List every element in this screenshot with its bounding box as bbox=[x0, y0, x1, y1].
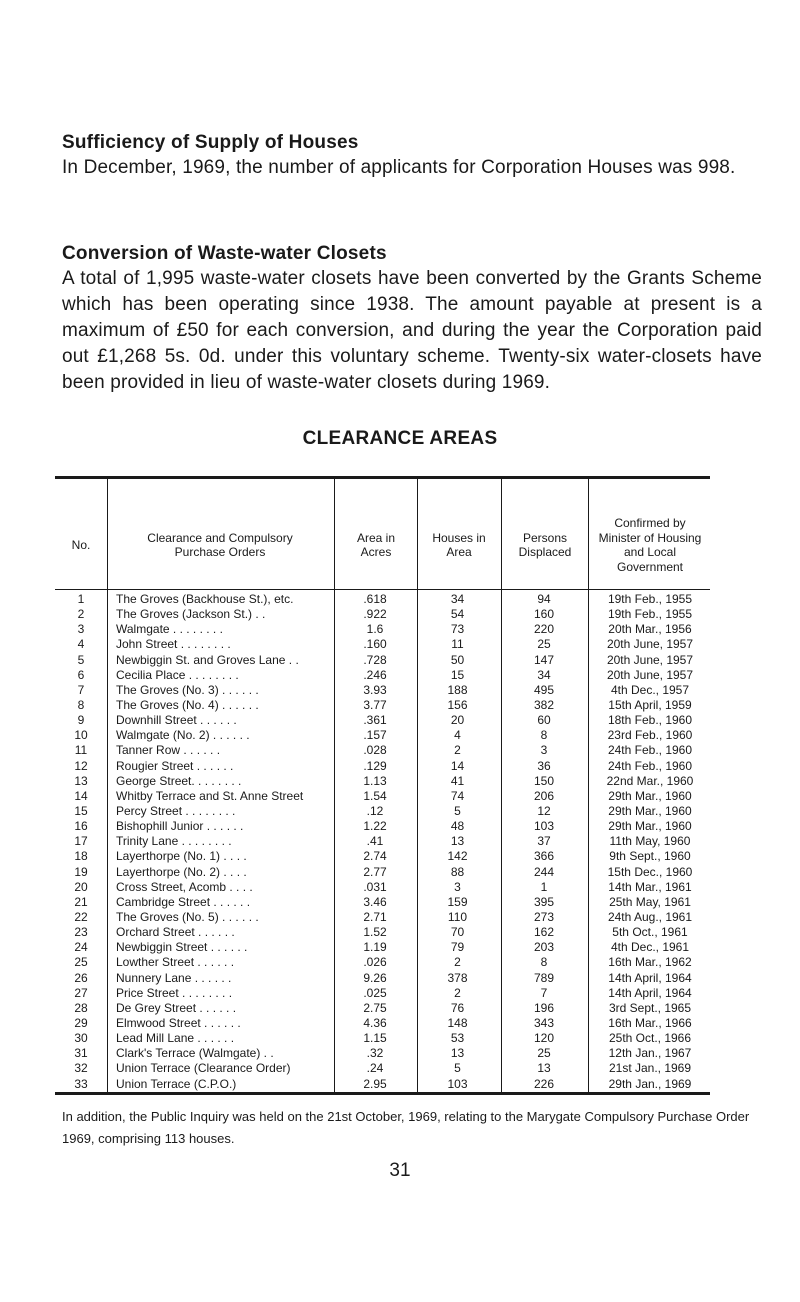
row-number: 15 bbox=[74, 803, 88, 818]
row-order-name: Lead Mill Lane . . . . . . bbox=[116, 1031, 235, 1046]
row-persons: 36 bbox=[537, 758, 551, 773]
row-houses: 48 bbox=[450, 819, 465, 834]
table-row bbox=[55, 683, 710, 698]
header-confirmed bbox=[596, 500, 704, 590]
row-persons: 395 bbox=[533, 894, 555, 909]
row-confirmed-date: 16th Mar., 1962 bbox=[608, 955, 692, 970]
row-houses: 53 bbox=[450, 1031, 465, 1046]
header-no-label: No. bbox=[71, 537, 91, 552]
row-houses: 14 bbox=[450, 758, 465, 773]
row-order-name: Lowther Street . . . . . . bbox=[116, 955, 235, 970]
row-area: .246 bbox=[363, 667, 387, 682]
table-row bbox=[55, 653, 710, 668]
row-order-name: John Street . . . . . . . . bbox=[116, 637, 231, 652]
row-area: 1.15 bbox=[363, 1031, 387, 1046]
table-row bbox=[55, 774, 710, 789]
table-row bbox=[55, 698, 710, 713]
table-row bbox=[55, 743, 710, 758]
row-houses: 73 bbox=[450, 622, 465, 637]
row-order-name: Tanner Row . . . . . . bbox=[116, 743, 221, 758]
row-area: 3.93 bbox=[363, 682, 387, 697]
table-row bbox=[55, 819, 710, 834]
table-title: CLEARANCE AREAS bbox=[302, 428, 498, 449]
row-confirmed-date: 21st Jan., 1969 bbox=[608, 1061, 692, 1076]
row-number: 7 bbox=[77, 682, 85, 697]
row-order-name: Orchard Street . . . . . . bbox=[116, 925, 235, 940]
row-confirmed-date: 23rd Feb., 1960 bbox=[607, 728, 693, 743]
row-number: 27 bbox=[74, 985, 88, 1000]
row-confirmed-date: 29th Mar., 1960 bbox=[608, 819, 692, 834]
row-order-name: Percy Street . . . . . . . . bbox=[116, 803, 236, 818]
row-confirmed-date: 15th Dec., 1960 bbox=[607, 864, 693, 879]
row-houses: 2 bbox=[454, 955, 461, 970]
row-confirmed-date: 5th Oct., 1961 bbox=[612, 925, 688, 940]
row-houses: 41 bbox=[450, 773, 465, 788]
table-row bbox=[55, 955, 710, 970]
row-houses: 2 bbox=[454, 985, 461, 1000]
row-number: 23 bbox=[74, 925, 88, 940]
row-houses: 4 bbox=[454, 728, 461, 743]
row-confirmed-date: 4th Dec., 1961 bbox=[610, 940, 690, 955]
row-confirmed-date: 19th Feb., 1955 bbox=[607, 592, 693, 606]
row-area: .026 bbox=[363, 955, 387, 970]
conversion-paragraph: A total of 1,995 waste-water closets have been converted by the Grants Scheme which has been operating since 1938. The amount payable at present is a maximum of £50 for each conversion, and during the year the Corporation paid out £1,268 5s. 0d. under this voluntary scheme. Twenty-six water-closets have been provided in lieu of waste-water closets during 1969. bbox=[62, 268, 762, 393]
row-confirmed-date: 15th April, 1959 bbox=[608, 697, 692, 712]
row-area: .32 bbox=[366, 1046, 384, 1061]
row-persons: 7 bbox=[540, 985, 548, 1000]
table-row bbox=[55, 759, 710, 774]
row-persons: 196 bbox=[533, 1000, 555, 1015]
row-area: 1.22 bbox=[363, 819, 387, 834]
supply-paragraph: In December, 1969, the number of applicants for Corporation Houses was 998. bbox=[62, 157, 736, 178]
row-number: 22 bbox=[74, 909, 88, 924]
table-row bbox=[55, 865, 710, 880]
row-area: 1.13 bbox=[363, 773, 387, 788]
table-row bbox=[55, 940, 710, 955]
row-number: 32 bbox=[74, 1061, 88, 1076]
row-order-name: Walmgate . . . . . . . . bbox=[116, 622, 223, 637]
row-confirmed-date: 12th Jan., 1967 bbox=[608, 1046, 692, 1061]
row-order-name: Trinity Lane . . . . . . . . bbox=[116, 834, 232, 849]
row-area: 2.74 bbox=[363, 849, 387, 864]
row-number: 8 bbox=[77, 697, 85, 712]
row-number: 9 bbox=[77, 713, 85, 728]
row-houses: 13 bbox=[450, 834, 465, 849]
row-persons: 25 bbox=[537, 1046, 551, 1061]
row-persons: 343 bbox=[533, 1015, 555, 1030]
table-body bbox=[55, 592, 710, 1092]
row-area: 1.6 bbox=[366, 622, 384, 637]
row-persons: 382 bbox=[533, 697, 555, 712]
row-area: .728 bbox=[363, 652, 387, 667]
row-persons: 273 bbox=[533, 909, 555, 924]
row-persons: 226 bbox=[533, 1076, 555, 1091]
row-area: 9.26 bbox=[363, 970, 387, 985]
table-row bbox=[55, 713, 710, 728]
row-persons: 8 bbox=[540, 728, 548, 743]
row-persons: 25 bbox=[537, 637, 551, 652]
row-confirmed-date: 20th June, 1957 bbox=[606, 652, 694, 667]
row-area: .361 bbox=[363, 713, 387, 728]
row-order-name: The Groves (Jackson St.) . . bbox=[116, 607, 266, 622]
row-number: 13 bbox=[74, 773, 88, 788]
row-order-name: Elmwood Street . . . . . . bbox=[116, 1015, 241, 1030]
row-order-name: Price Street . . . . . . . . bbox=[116, 985, 233, 1000]
table-row bbox=[55, 1016, 710, 1031]
row-area: .618 bbox=[363, 592, 387, 606]
row-area: .157 bbox=[363, 728, 387, 743]
row-confirmed-date: 18th Feb., 1960 bbox=[607, 713, 693, 728]
row-persons: 3 bbox=[540, 743, 548, 758]
row-confirmed-date: 11th May, 1960 bbox=[609, 834, 691, 849]
row-confirmed-date: 20th June, 1957 bbox=[606, 637, 694, 652]
row-area: 1.54 bbox=[363, 788, 387, 803]
row-houses: 74 bbox=[450, 788, 465, 803]
row-number: 4 bbox=[77, 637, 85, 652]
row-houses: 50 bbox=[450, 652, 465, 667]
row-area: 1.52 bbox=[363, 925, 387, 940]
footnote-paragraph: In addition, the Public Inquiry was held on the 21st October, 1969, relating to the Marygate Compulsory Purchase Order 1969, comprising 113 houses. bbox=[62, 1109, 750, 1146]
row-order-name: Rougier Street . . . . . . bbox=[116, 758, 234, 773]
row-number: 28 bbox=[74, 1000, 88, 1015]
row-order-name: De Grey Street . . . . . . bbox=[116, 1000, 237, 1015]
row-order-name: Union Terrace (C.P.O.) bbox=[116, 1076, 237, 1091]
row-persons: 60 bbox=[537, 713, 551, 728]
row-order-name: Bishophill Junior . . . . . . bbox=[116, 819, 244, 834]
table-row bbox=[55, 1077, 710, 1092]
row-persons: 1 bbox=[540, 879, 548, 894]
table-row bbox=[55, 834, 710, 849]
row-area: 2.95 bbox=[363, 1076, 387, 1091]
row-houses: 13 bbox=[450, 1046, 465, 1061]
row-number: 10 bbox=[74, 728, 88, 743]
row-confirmed-date: 20th June, 1957 bbox=[606, 667, 694, 682]
row-area: 2.71 bbox=[363, 909, 387, 924]
row-area: 4.36 bbox=[363, 1015, 387, 1030]
row-houses: 34 bbox=[450, 592, 465, 606]
page-number: 31 bbox=[389, 1160, 411, 1181]
row-number: 18 bbox=[74, 849, 88, 864]
row-order-name: Downhill Street . . . . . . bbox=[116, 713, 237, 728]
table-row bbox=[55, 880, 710, 895]
table-row bbox=[55, 804, 710, 819]
table-row bbox=[55, 986, 710, 1001]
row-order-name: The Groves (Backhouse St.), etc. bbox=[116, 592, 294, 606]
row-houses: 2 bbox=[454, 743, 461, 758]
row-houses: 110 bbox=[447, 909, 468, 924]
row-confirmed-date: 25th May, 1961 bbox=[609, 894, 691, 909]
row-houses: 79 bbox=[450, 940, 465, 955]
row-area: 2.75 bbox=[363, 1000, 387, 1015]
row-confirmed-date: 24th Aug., 1961 bbox=[607, 909, 693, 924]
conversion-heading: Conversion of Waste-water Closets bbox=[62, 243, 387, 264]
table-row bbox=[55, 1046, 710, 1061]
row-confirmed-date: 20th Mar., 1956 bbox=[608, 622, 692, 637]
table-row bbox=[55, 607, 710, 622]
header-confirmed-label: Confirmed by Minister of Housing and Local Government bbox=[598, 516, 702, 574]
row-number: 16 bbox=[74, 819, 88, 834]
row-area: .12 bbox=[366, 803, 384, 818]
row-area: .160 bbox=[363, 637, 387, 652]
row-area: 2.77 bbox=[363, 864, 387, 879]
row-persons: 120 bbox=[533, 1031, 555, 1046]
row-order-name: Layerthorpe (No. 1) . . . . bbox=[116, 849, 247, 864]
row-number: 24 bbox=[74, 940, 88, 955]
row-number: 2 bbox=[77, 607, 85, 622]
row-order-name: Whitby Terrace and St. Anne Street bbox=[116, 788, 304, 803]
row-persons: 13 bbox=[537, 1061, 551, 1076]
row-order-name: Cross Street, Acomb . . . . bbox=[116, 879, 253, 894]
row-number: 30 bbox=[74, 1031, 88, 1046]
table-row bbox=[55, 971, 710, 986]
row-order-name: The Groves (No. 3) . . . . . . bbox=[116, 682, 259, 697]
row-houses: 20 bbox=[450, 713, 465, 728]
table-row bbox=[55, 1061, 710, 1076]
row-confirmed-date: 3rd Sept., 1965 bbox=[608, 1000, 692, 1015]
row-number: 11 bbox=[74, 743, 88, 758]
row-houses: 142 bbox=[447, 849, 468, 864]
row-number: 26 bbox=[74, 970, 88, 985]
row-persons: 103 bbox=[533, 819, 555, 834]
row-houses: 3 bbox=[454, 879, 461, 894]
row-confirmed-date: 22nd Mar., 1960 bbox=[606, 773, 694, 788]
header-persons bbox=[506, 500, 584, 590]
table-row bbox=[55, 668, 710, 683]
row-confirmed-date: 14th Mar., 1961 bbox=[608, 879, 692, 894]
row-number: 25 bbox=[74, 955, 88, 970]
row-houses: 378 bbox=[447, 970, 468, 985]
row-persons: 789 bbox=[533, 970, 555, 985]
row-persons: 12 bbox=[537, 803, 551, 818]
row-persons: 366 bbox=[533, 849, 555, 864]
row-persons: 94 bbox=[537, 592, 551, 606]
row-houses: 88 bbox=[450, 864, 465, 879]
row-confirmed-date: 16th Mar., 1966 bbox=[608, 1015, 692, 1030]
row-persons: 160 bbox=[533, 607, 555, 622]
row-number: 12 bbox=[74, 758, 88, 773]
table-row bbox=[55, 1001, 710, 1016]
row-persons: 220 bbox=[533, 622, 555, 637]
row-number: 33 bbox=[74, 1076, 88, 1091]
row-confirmed-date: 25th Oct., 1966 bbox=[608, 1031, 692, 1046]
row-houses: 11 bbox=[451, 637, 464, 652]
header-orders-label: Clearance and Compulsory Purchase Orders bbox=[147, 530, 293, 559]
row-order-name: George Street. . . . . . . . bbox=[116, 773, 242, 788]
row-houses: 148 bbox=[447, 1015, 468, 1030]
header-houses bbox=[428, 500, 490, 590]
row-order-name: Nunnery Lane . . . . . . bbox=[116, 970, 232, 985]
table-row bbox=[55, 728, 710, 743]
row-order-name: The Groves (No. 4) . . . . . . bbox=[116, 697, 259, 712]
row-number: 29 bbox=[74, 1015, 88, 1030]
table-bottom-rule bbox=[55, 1092, 710, 1095]
row-order-name: Newbiggin St. and Groves Lane . . bbox=[116, 652, 299, 667]
table-row bbox=[55, 622, 710, 637]
row-number: 19 bbox=[74, 864, 88, 879]
row-number: 1 bbox=[77, 592, 85, 606]
row-confirmed-date: 24th Feb., 1960 bbox=[607, 743, 693, 758]
row-area: 3.77 bbox=[363, 697, 387, 712]
row-number: 3 bbox=[77, 622, 85, 637]
table-row bbox=[55, 895, 710, 910]
row-houses: 15 bbox=[450, 667, 465, 682]
row-area: .025 bbox=[363, 985, 387, 1000]
row-confirmed-date: 24th Feb., 1960 bbox=[607, 758, 693, 773]
row-persons: 34 bbox=[537, 667, 551, 682]
row-confirmed-date: 29th Mar., 1960 bbox=[608, 788, 692, 803]
header-persons-label: Persons Displaced bbox=[518, 530, 572, 559]
row-houses: 103 bbox=[447, 1076, 468, 1091]
row-persons: 147 bbox=[533, 652, 555, 667]
row-order-name: Cecilia Place . . . . . . . . bbox=[116, 667, 239, 682]
row-houses: 188 bbox=[447, 682, 468, 697]
row-order-name: Newbiggin Street . . . . . . bbox=[116, 940, 248, 955]
table-top-rule bbox=[55, 476, 710, 479]
table-row bbox=[55, 849, 710, 864]
row-order-name: The Groves (No. 5) . . . . . . bbox=[116, 909, 259, 924]
row-persons: 37 bbox=[537, 834, 551, 849]
row-confirmed-date: 4th Dec., 1957 bbox=[610, 682, 690, 697]
row-houses: 70 bbox=[450, 925, 465, 940]
header-orders bbox=[130, 500, 310, 590]
row-area: 1.19 bbox=[363, 940, 387, 955]
row-confirmed-date: 29th Jan., 1969 bbox=[608, 1076, 692, 1091]
row-number: 21 bbox=[74, 894, 88, 909]
header-area bbox=[345, 500, 407, 590]
row-confirmed-date: 29th Mar., 1960 bbox=[608, 803, 692, 818]
row-houses: 76 bbox=[450, 1000, 465, 1015]
table-row bbox=[55, 592, 710, 607]
row-confirmed-date: 14th April, 1964 bbox=[608, 970, 692, 985]
row-persons: 8 bbox=[540, 955, 548, 970]
row-confirmed-date: 9th Sept., 1960 bbox=[609, 849, 691, 864]
row-number: 6 bbox=[77, 667, 85, 682]
row-area: .031 bbox=[363, 879, 387, 894]
table-row bbox=[55, 925, 710, 940]
table-row bbox=[55, 1031, 710, 1046]
row-number: 31 bbox=[74, 1046, 88, 1061]
supply-heading: Sufficiency of Supply of Houses bbox=[62, 132, 359, 153]
row-area: .922 bbox=[363, 607, 387, 622]
row-houses: 54 bbox=[450, 607, 465, 622]
row-persons: 244 bbox=[533, 864, 555, 879]
header-houses-label: Houses in Area bbox=[432, 530, 486, 559]
row-area: .028 bbox=[363, 743, 387, 758]
row-order-name: Layerthorpe (No. 2) . . . . bbox=[116, 864, 247, 879]
row-order-name: Cambridge Street . . . . . . bbox=[116, 894, 251, 909]
row-houses: 5 bbox=[454, 1061, 461, 1076]
row-order-name: Walmgate (No. 2) . . . . . . bbox=[116, 728, 250, 743]
row-persons: 162 bbox=[533, 925, 555, 940]
row-order-name: Clark's Terrace (Walmgate) . . bbox=[116, 1046, 274, 1061]
row-houses: 159 bbox=[447, 894, 468, 909]
row-persons: 203 bbox=[533, 940, 555, 955]
row-area: .24 bbox=[366, 1061, 384, 1076]
row-confirmed-date: 19th Feb., 1955 bbox=[607, 607, 693, 622]
table-row bbox=[55, 910, 710, 925]
table-row bbox=[55, 789, 710, 804]
row-number: 14 bbox=[74, 788, 88, 803]
row-confirmed-date: 14th April, 1964 bbox=[608, 985, 692, 1000]
row-area: 3.46 bbox=[363, 894, 387, 909]
row-number: 5 bbox=[77, 652, 85, 667]
header-no bbox=[55, 500, 107, 590]
row-area: .41 bbox=[366, 834, 384, 849]
row-order-name: Union Terrace (Clearance Order) bbox=[116, 1061, 291, 1076]
table-row bbox=[55, 637, 710, 652]
row-persons: 495 bbox=[533, 682, 555, 697]
row-houses: 5 bbox=[454, 803, 461, 818]
row-number: 17 bbox=[74, 834, 88, 849]
row-houses: 156 bbox=[447, 697, 468, 712]
row-number: 20 bbox=[74, 879, 88, 894]
header-area-label: Area in Acres bbox=[356, 530, 396, 559]
row-persons: 206 bbox=[533, 788, 555, 803]
row-area: .129 bbox=[363, 758, 387, 773]
row-persons: 150 bbox=[533, 773, 555, 788]
